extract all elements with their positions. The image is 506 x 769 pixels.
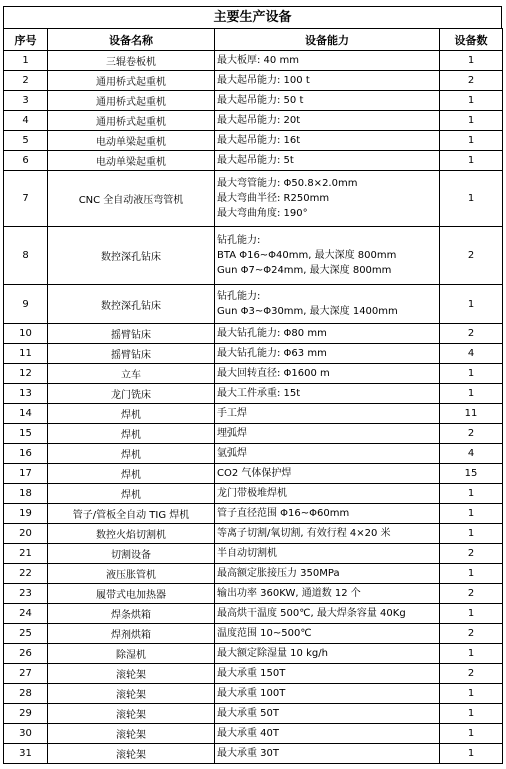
equipment-sheet xyxy=(3,6,502,764)
row-capacity xyxy=(215,384,440,404)
row-name: 立车 xyxy=(48,364,215,384)
row-count: 1 xyxy=(440,724,503,744)
row-count: 2 xyxy=(440,71,503,91)
capacity-line: 最高烘干温度 500℃, 最大焊条容量 40Kg xyxy=(217,608,406,619)
row-name: 摇臂钻床 xyxy=(48,324,215,344)
row-count: 2 xyxy=(440,624,503,644)
row-count: 1 xyxy=(440,504,503,524)
row-no: 29 xyxy=(4,704,48,724)
capacity-line: 最大起吊能力: 100 t xyxy=(217,75,310,86)
capacity-line: Gun Φ7~Φ24mm, 最大深度 800mm xyxy=(217,265,392,276)
table-row xyxy=(4,131,503,151)
row-name: 滚轮架 xyxy=(48,684,215,704)
table-row xyxy=(4,684,503,704)
row-count: 1 xyxy=(440,285,503,324)
row-capacity xyxy=(215,564,440,584)
capacity-line: 最大弯曲半径: R250mm xyxy=(217,193,330,204)
table-row xyxy=(4,111,503,131)
row-count: 1 xyxy=(440,171,503,227)
row-name: 切割设备 xyxy=(48,544,215,564)
row-count: 1 xyxy=(440,51,503,71)
row-no: 13 xyxy=(4,384,48,404)
row-no: 6 xyxy=(4,151,48,171)
row-name: 焊机 xyxy=(48,424,215,444)
row-name: 滚轮架 xyxy=(48,704,215,724)
row-no: 5 xyxy=(4,131,48,151)
header-row xyxy=(4,29,503,51)
row-no: 20 xyxy=(4,524,48,544)
row-capacity xyxy=(215,227,440,285)
row-count: 1 xyxy=(440,111,503,131)
table-row xyxy=(4,584,503,604)
table-row xyxy=(4,664,503,684)
row-count: 1 xyxy=(440,384,503,404)
row-name: 滚轮架 xyxy=(48,724,215,744)
capacity-line: 半自动切割机 xyxy=(217,548,277,559)
row-name: 通用桥式起重机 xyxy=(48,71,215,91)
row-count: 1 xyxy=(440,684,503,704)
row-no: 19 xyxy=(4,504,48,524)
row-no: 27 xyxy=(4,664,48,684)
row-capacity xyxy=(215,544,440,564)
row-count: 15 xyxy=(440,464,503,484)
row-no: 28 xyxy=(4,684,48,704)
row-count: 2 xyxy=(440,324,503,344)
table-row xyxy=(4,171,503,227)
capacity-line: 最高额定胀接压力 350MPa xyxy=(217,568,340,579)
table-row xyxy=(4,524,503,544)
row-no: 17 xyxy=(4,464,48,484)
row-capacity xyxy=(215,91,440,111)
row-capacity xyxy=(215,111,440,131)
row-count: 1 xyxy=(440,644,503,664)
table-row xyxy=(4,344,503,364)
table-row xyxy=(4,384,503,404)
capacity-line: 钻孔能力: xyxy=(217,291,261,302)
row-name: 除湿机 xyxy=(48,644,215,664)
row-capacity xyxy=(215,51,440,71)
capacity-line: 最大承重 30T xyxy=(217,748,280,759)
table-row xyxy=(4,285,503,324)
row-no: 23 xyxy=(4,584,48,604)
row-capacity xyxy=(215,131,440,151)
capacity-line: 最大弯管能力: Φ50.8×2.0mm xyxy=(217,178,358,189)
table-row xyxy=(4,71,503,91)
row-count: 1 xyxy=(440,744,503,764)
row-capacity xyxy=(215,504,440,524)
table-row xyxy=(4,91,503,111)
capacity-line: 温度范围 10~500℃ xyxy=(217,628,312,639)
row-name: CNC 全自动液压弯管机 xyxy=(48,171,215,227)
capacity-line: BTA Φ16~Φ40mm, 最大深度 800mm xyxy=(217,250,397,261)
row-no: 10 xyxy=(4,324,48,344)
row-name: 管子/管板全自动 TIG 焊机 xyxy=(48,504,215,524)
row-count: 11 xyxy=(440,404,503,424)
row-no: 31 xyxy=(4,744,48,764)
row-no: 4 xyxy=(4,111,48,131)
row-no: 2 xyxy=(4,71,48,91)
capacity-line: 最大起吊能力: 5t xyxy=(217,155,294,166)
row-no: 15 xyxy=(4,424,48,444)
capacity-line: 最大承重 40T xyxy=(217,728,280,739)
row-capacity xyxy=(215,364,440,384)
table-title: 主要生产设备 xyxy=(3,6,502,28)
capacity-line: 最大回转直径: Φ1600 m xyxy=(217,368,330,379)
row-name: 焊剂烘箱 xyxy=(48,624,215,644)
row-no: 25 xyxy=(4,624,48,644)
row-no: 26 xyxy=(4,644,48,664)
table-row xyxy=(4,604,503,624)
capacity-line: 输出功率 360KW, 通道数 12 个 xyxy=(217,588,361,599)
row-no: 16 xyxy=(4,444,48,464)
table-row xyxy=(4,504,503,524)
row-capacity xyxy=(215,171,440,227)
row-capacity xyxy=(215,424,440,444)
row-name: 焊机 xyxy=(48,404,215,424)
row-count: 1 xyxy=(440,91,503,111)
row-count: 1 xyxy=(440,484,503,504)
capacity-line: 最大承重 50T xyxy=(217,708,280,719)
capacity-line: 管子直径范围 Φ16~Φ60mm xyxy=(217,508,350,519)
capacity-line: 等离子切割/氧切割, 有效行程 4×20 米 xyxy=(217,528,391,539)
header-capacity: 设备能力 xyxy=(215,29,440,51)
capacity-line: 最大起吊能力: 50 t xyxy=(217,95,304,106)
table-row xyxy=(4,484,503,504)
row-count: 2 xyxy=(440,664,503,684)
row-name: 摇臂钻床 xyxy=(48,344,215,364)
row-capacity xyxy=(215,484,440,504)
row-name: 龙门铣床 xyxy=(48,384,215,404)
row-name: 焊机 xyxy=(48,484,215,504)
capacity-line: 最大起吊能力: 20t xyxy=(217,115,301,126)
row-count: 4 xyxy=(440,444,503,464)
header-no: 序号 xyxy=(4,29,48,51)
row-capacity xyxy=(215,524,440,544)
row-count: 2 xyxy=(440,424,503,444)
row-name: 电动单梁起重机 xyxy=(48,151,215,171)
row-name: 焊机 xyxy=(48,464,215,484)
row-capacity xyxy=(215,151,440,171)
row-count: 1 xyxy=(440,704,503,724)
row-name: 履带式电加热器 xyxy=(48,584,215,604)
table-row xyxy=(4,444,503,464)
table-row xyxy=(4,424,503,444)
capacity-line: 最大板厚: 40 mm xyxy=(217,55,299,66)
table-row xyxy=(4,704,503,724)
table-row xyxy=(4,364,503,384)
row-count: 1 xyxy=(440,151,503,171)
row-no: 11 xyxy=(4,344,48,364)
row-name: 焊机 xyxy=(48,444,215,464)
row-no: 12 xyxy=(4,364,48,384)
table-body xyxy=(4,51,503,764)
table-row xyxy=(4,744,503,764)
row-count: 2 xyxy=(440,544,503,564)
row-capacity xyxy=(215,404,440,424)
row-no: 3 xyxy=(4,91,48,111)
row-name: 通用桥式起重机 xyxy=(48,111,215,131)
row-capacity xyxy=(215,724,440,744)
table-row xyxy=(4,151,503,171)
row-count: 1 xyxy=(440,564,503,584)
row-count: 1 xyxy=(440,524,503,544)
row-no: 22 xyxy=(4,564,48,584)
row-capacity xyxy=(215,324,440,344)
row-capacity xyxy=(215,285,440,324)
capacity-line: 钻孔能力: xyxy=(217,235,261,246)
capacity-line: 最大承重 150T xyxy=(217,668,286,679)
row-name: 通用桥式起重机 xyxy=(48,91,215,111)
row-name: 滚轮架 xyxy=(48,744,215,764)
row-count: 1 xyxy=(440,364,503,384)
capacity-line: 最大工件承重: 15t xyxy=(217,388,301,399)
row-no: 1 xyxy=(4,51,48,71)
row-count: 2 xyxy=(440,227,503,285)
row-capacity xyxy=(215,684,440,704)
table-row xyxy=(4,624,503,644)
capacity-line: 最大弯曲角度: 190° xyxy=(217,208,308,219)
header-name: 设备名称 xyxy=(48,29,215,51)
row-capacity xyxy=(215,71,440,91)
equipment-table xyxy=(3,28,503,764)
row-no: 30 xyxy=(4,724,48,744)
capacity-line: 最大起吊能力: 16t xyxy=(217,135,301,146)
row-name: 焊条烘箱 xyxy=(48,604,215,624)
table-row xyxy=(4,724,503,744)
capacity-line: Gun Φ3~Φ30mm, 最大深度 1400mm xyxy=(217,306,398,317)
table-row xyxy=(4,564,503,584)
row-name: 滚轮架 xyxy=(48,664,215,684)
row-no: 24 xyxy=(4,604,48,624)
row-no: 7 xyxy=(4,171,48,227)
row-no: 8 xyxy=(4,227,48,285)
table-row xyxy=(4,544,503,564)
row-count: 1 xyxy=(440,131,503,151)
capacity-line: CO2 气体保护焊 xyxy=(217,468,292,479)
capacity-line: 最大钻孔能力: Φ80 mm xyxy=(217,328,327,339)
row-capacity xyxy=(215,744,440,764)
row-no: 9 xyxy=(4,285,48,324)
row-capacity xyxy=(215,344,440,364)
header-count: 设备数 xyxy=(440,29,503,51)
row-count: 1 xyxy=(440,604,503,624)
row-name: 电动单梁起重机 xyxy=(48,131,215,151)
row-name: 液压胀管机 xyxy=(48,564,215,584)
row-name: 数控火焰切割机 xyxy=(48,524,215,544)
table-row xyxy=(4,51,503,71)
capacity-line: 最大钻孔能力: Φ63 mm xyxy=(217,348,327,359)
row-capacity xyxy=(215,664,440,684)
capacity-line: 埋弧焊 xyxy=(217,428,247,439)
row-capacity xyxy=(215,644,440,664)
row-capacity xyxy=(215,464,440,484)
row-name: 数控深孔钻床 xyxy=(48,227,215,285)
row-capacity xyxy=(215,604,440,624)
row-capacity xyxy=(215,444,440,464)
capacity-line: 手工焊 xyxy=(217,408,247,419)
table-row xyxy=(4,324,503,344)
row-count: 2 xyxy=(440,584,503,604)
capacity-line: 氩弧焊 xyxy=(217,448,247,459)
row-capacity xyxy=(215,704,440,724)
table-row xyxy=(4,464,503,484)
row-no: 21 xyxy=(4,544,48,564)
row-capacity xyxy=(215,624,440,644)
capacity-line: 龙门带极堆焊机 xyxy=(217,488,287,499)
row-count: 4 xyxy=(440,344,503,364)
table-row xyxy=(4,227,503,285)
row-name: 数控深孔钻床 xyxy=(48,285,215,324)
row-no: 14 xyxy=(4,404,48,424)
capacity-line: 最大额定除湿量 10 kg/h xyxy=(217,648,328,659)
row-no: 18 xyxy=(4,484,48,504)
row-name: 三辊卷板机 xyxy=(48,51,215,71)
capacity-line: 最大承重 100T xyxy=(217,688,286,699)
table-row xyxy=(4,644,503,664)
table-row xyxy=(4,404,503,424)
row-capacity xyxy=(215,584,440,604)
